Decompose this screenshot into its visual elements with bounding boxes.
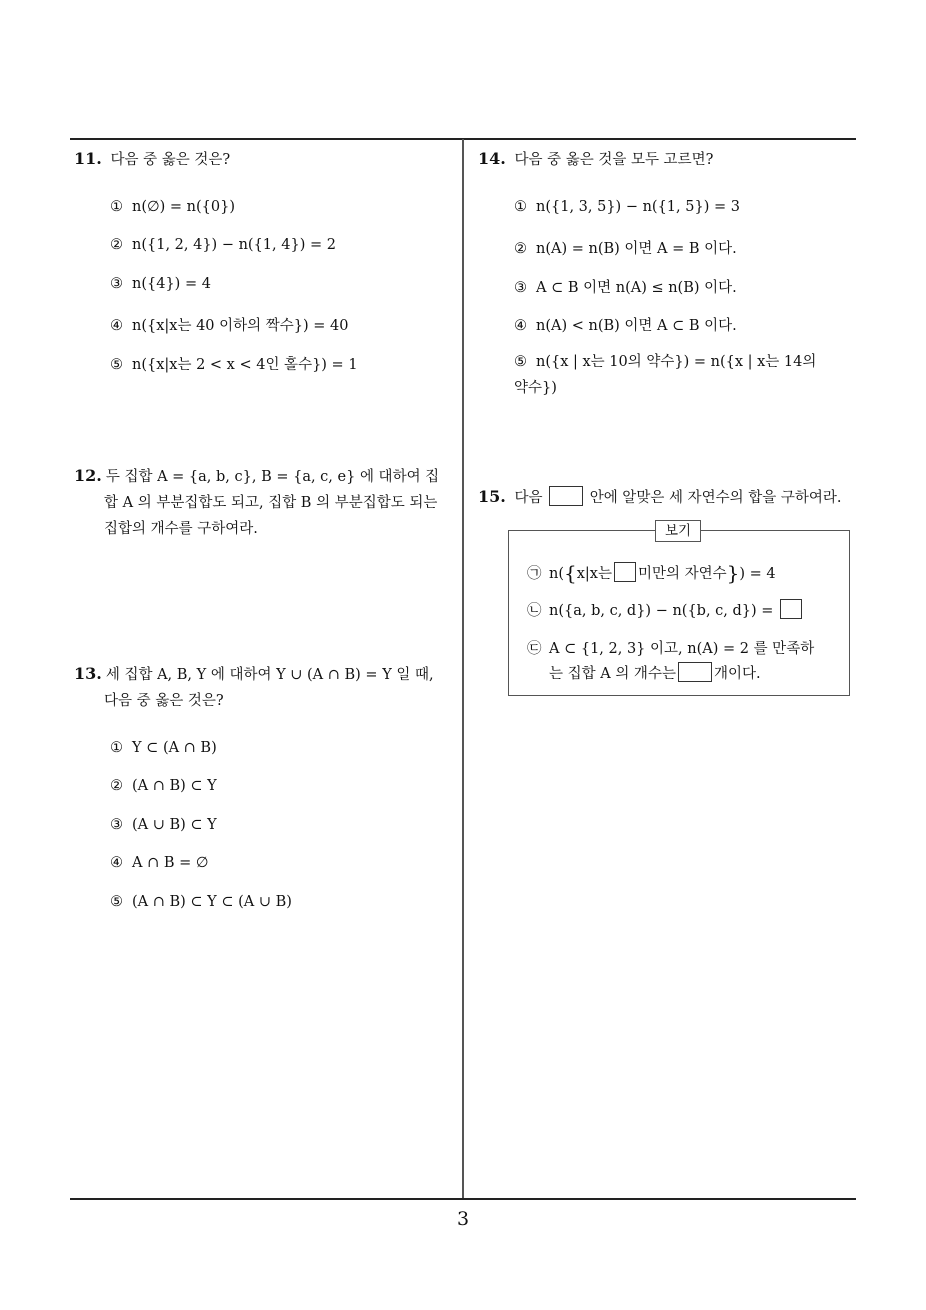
page-number: 3 [456,1208,470,1230]
q13-option-3: ③ (A ∪ B) ⊂ Y [110,817,217,833]
answer-blank [678,662,712,682]
example-item-1: ㉠ n({x|x는 미만의 자연수}) = 4 [527,561,776,585]
column-divider [462,139,464,1199]
question-number: 13. [74,664,102,683]
example-box-title: 보기 [655,520,701,542]
example-item-2: ㉡ n({a, b, c, d}) − n({b, c, d}) = [527,599,832,624]
q14-option-1: ① n({1, 3, 5}) − n({1, 5}) = 3 [514,199,740,215]
q11-option-4: ④ n({x|x는 40 이하의 짝수}) = 40 [110,318,349,334]
q13-option-4: ④ A ∩ B = ∅ [110,855,209,871]
question-text: 다음 중 옳은 것은? [110,152,231,168]
q11-option-3: ③ n({4}) = 4 [110,276,211,292]
q13-option-1: ① Y ⊂ (A ∩ B) [110,740,217,756]
question-14 [478,146,713,173]
q11-option-2: ② n({1, 2, 4}) − n({1, 4}) = 2 [110,237,336,253]
question-15: 15. 다음 안에 알맞은 세 자연수의 합을 구하여라. [478,487,842,506]
answer-blank [549,486,583,506]
question-number: 14. [478,149,506,168]
question-13: 13. 세 집합 A, B, Y 에 대하여 Y ∪ (A ∩ B) = Y 일 때, 다음 중 옳은 것은? [74,664,434,709]
q13-option-2: ② (A ∩ B) ⊂ Y [110,778,217,794]
q13-option-5: ⑤ (A ∩ B) ⊂ Y ⊂ (A ∪ B) [110,894,292,910]
q14-option-4: ④ n(A) < n(B) 이면 A ⊂ B 이다. [514,318,737,334]
question-11 [74,146,230,173]
q11-option-1: ① n(∅) = n({0}) [110,199,235,215]
question-12: 12. 두 집합 A = {a, b, c}, B = {a, c, e} 에 대하여 집 합 A 의 부분집합도 되고, 집합 B 의 부분집합도 되는 집합의 개수를 구하여라. [74,466,440,537]
question-text: 다음 중 옳은 것을 모두 고르면? [514,152,714,168]
q14-option-2: ② n(A) = n(B) 이면 A = B 이다. [514,241,737,257]
q11-option-5: ⑤ n({x|x는 2 < x < 4인 홀수}) = 1 [110,357,358,373]
answer-blank [780,599,802,619]
example-item-3: ㉢ A ⊂ {1, 2, 3} 이고, n(A) = 2 를 만족하 는 집합 A 의 개수는 개이다. [527,641,815,682]
question-number: 12. [74,466,102,485]
answer-blank [614,562,636,582]
q14-option-3: ③ A ⊂ B 이면 n(A) ≤ n(B) 이다. [514,280,737,296]
example-box [508,523,850,696]
question-number: 11. [74,149,102,168]
q14-option-5: ⑤ n({x | x는 10의 약수}) = n({x | x는 14의 약수}) [514,354,817,396]
bottom-rule [70,1198,856,1200]
question-number: 15. [478,487,506,506]
